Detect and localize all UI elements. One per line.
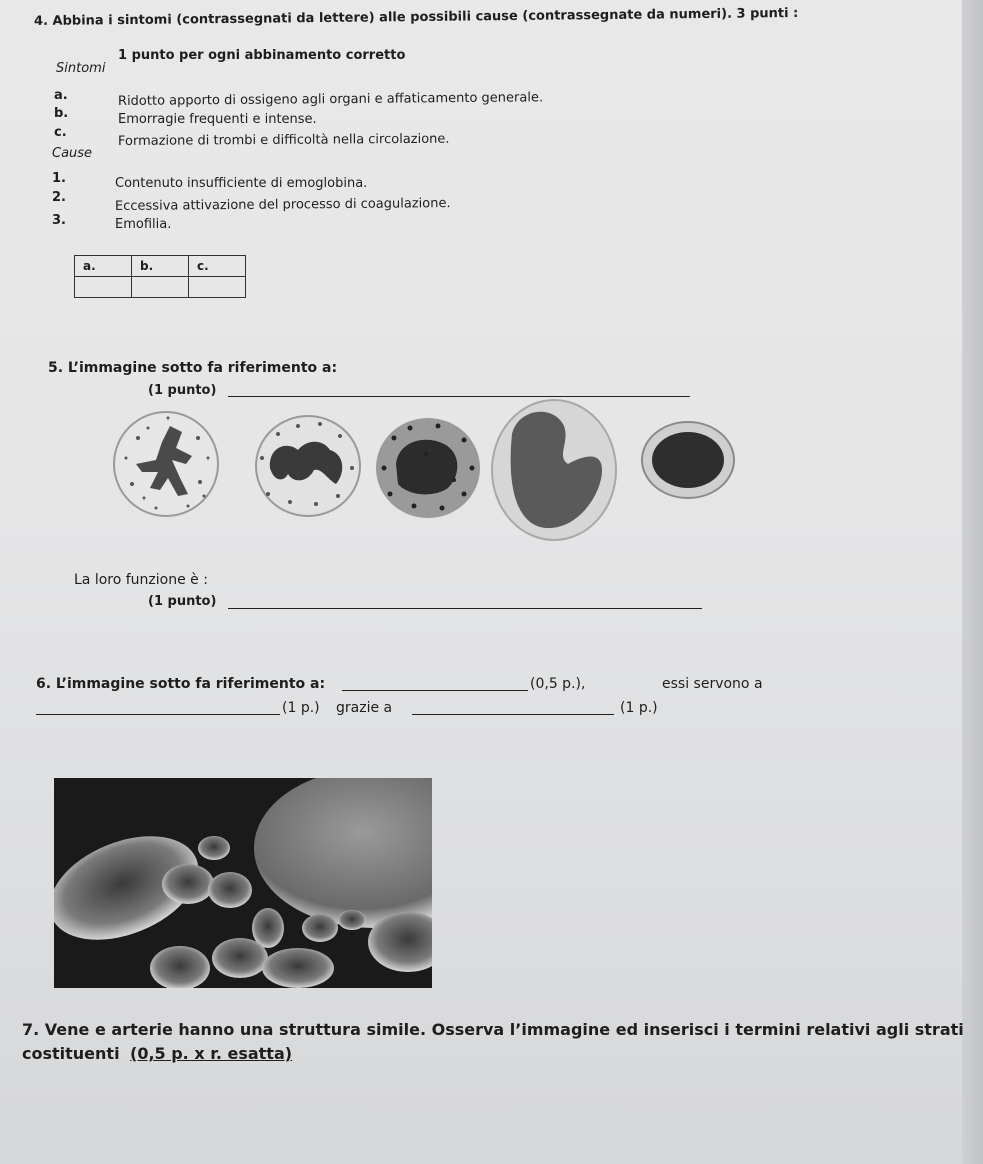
q7-points-note: (0,5 p. x r. esatta) — [130, 1044, 293, 1063]
q5-title: 5. L’immagine sotto fa riferimento a: — [48, 360, 338, 376]
causa-number-1: 1. — [52, 171, 66, 186]
sintomo-text-c: Formazione di trombi e difficoltà nella circolazione. — [117, 131, 450, 149]
answer-table-header-row — [75, 256, 246, 277]
causa-text-3: Emofilia. — [115, 217, 172, 232]
sintomo-letter-c: c. — [54, 125, 67, 140]
answer-cell-a[interactable] — [75, 277, 132, 298]
neutrophil-cell — [256, 416, 360, 516]
causa-text-2: Eccessiva attivazione del processo di coagulazione. — [114, 196, 451, 214]
red-blood-cells-photo — [54, 778, 432, 988]
q6-answer-line-2[interactable] — [36, 714, 280, 715]
eosinophil-cell — [114, 412, 218, 516]
paper-edge — [962, 0, 983, 1164]
answer-header-b: b. — [132, 256, 189, 277]
causa-number-3: 3. — [52, 213, 66, 228]
q7-line-1: 7. Vene e arterie hanno una struttura simile. Osserva l’immagine ed inserisci i termini relativi agli strati — [22, 1020, 964, 1039]
sintomo-text-a: Ridotto apporto di ossigeno agli organi e affaticamento generale. — [117, 90, 544, 109]
q6-points-a: (0,5 p.), — [530, 676, 586, 692]
q5-function-label: La loro funzione è : — [74, 572, 208, 588]
q5-points-2: (1 punto) — [148, 594, 217, 609]
q6-title: 6. L’immagine sotto fa riferimento a: — [36, 676, 326, 692]
cause-heading: Cause — [52, 146, 93, 161]
answer-cell-b[interactable] — [132, 277, 189, 298]
q6-answer-line-3[interactable] — [412, 714, 614, 715]
q6-serve-text: essi servono a — [662, 676, 763, 692]
sintomo-letter-a: a. — [54, 88, 68, 103]
sintomo-letter-b: b. — [54, 106, 69, 121]
q6-answer-line-1[interactable] — [342, 690, 528, 691]
q4-subtitle: 1 punto per ogni abbinamento corretto — [118, 48, 406, 63]
q6-points-c: (1 p.) — [620, 700, 658, 716]
q7-line-2-prefix: costituenti — [22, 1044, 120, 1063]
answer-table — [74, 255, 246, 298]
answer-header-a: a. — [75, 256, 132, 277]
answer-table-input-row — [75, 277, 246, 298]
monocyte-cell — [492, 400, 616, 540]
sintomo-text-b: Emorragie frequenti e intense. — [118, 112, 317, 127]
causa-text-1: Contenuto insufficiente di emoglobina. — [115, 176, 368, 191]
basophil-cell — [376, 418, 480, 518]
q5-points-1: (1 punto) — [148, 383, 217, 398]
q5-answer-line-1[interactable] — [228, 396, 690, 397]
answer-cell-c[interactable] — [189, 277, 246, 298]
q6-grazie-text: grazie a — [336, 700, 393, 716]
answer-header-c: c. — [189, 256, 246, 277]
q5-answer-line-2[interactable] — [228, 608, 702, 609]
q6-points-b: (1 p.) — [282, 700, 320, 716]
causa-number-2: 2. — [52, 190, 66, 205]
white-blood-cells-illustration — [108, 398, 740, 544]
sintomi-heading: Sintomi — [56, 61, 106, 76]
q4-title: 4. Abbina i sintomi (contrassegnati da lettere) alle possibili cause (contrassegnate da numeri). 3 punti : — [33, 5, 799, 29]
lymphocyte-cell — [642, 422, 734, 498]
